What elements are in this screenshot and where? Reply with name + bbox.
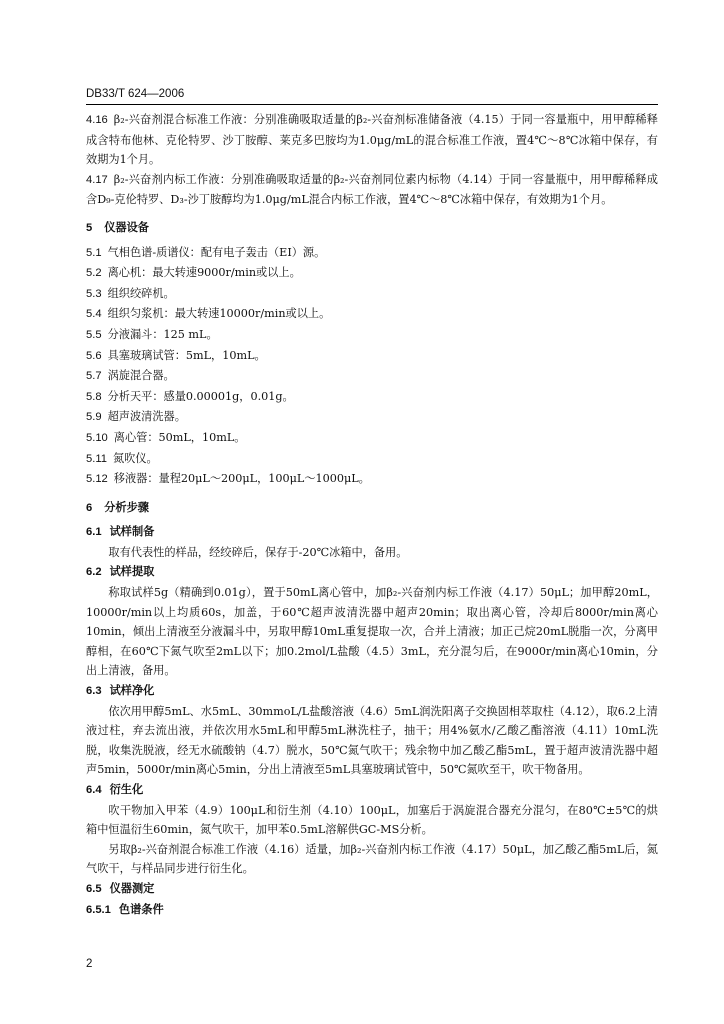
subsection-6-4-text-1: 吹干物加入甲苯（4.9）100μL和衍生剂（4.10）100μL，加塞后于涡旋混合器充分混匀，在80℃±5℃的烘箱中恒温衍生60min，氮气吹干，加甲苯0.5mL溶解供GC-MS分析。: [86, 803, 658, 837]
subsection-6-4-heading: 6.4 衍生化: [86, 782, 144, 796]
standard-code: DB33/T 624—2006: [86, 88, 185, 100]
item-5-3: 5.3 组织绞碎机。: [86, 286, 175, 300]
item-5-11: 5.11 氮吹仪。: [86, 451, 158, 465]
item-5-8: 5.8 分析天平：感量0.00001g，0.01g。: [86, 389, 294, 403]
clause-4-16: 4.16 β₂-兴奋剂混合标准工作液：分别准确吸取适量的β₂-兴奋剂标准储备液（4.15）于同一容量瓶中，用甲醇稀释成含特布他林、克伦特罗、沙丁胺醇、莱克多巴胺均为1.0μg/mL的混合标准工作液，置4℃～8℃冰箱中保存，有效期为1个月。: [86, 113, 658, 167]
page-body: [86, 110, 658, 920]
item-5-1: 5.1 气相色谱-质谱仪：配有电子轰击（EI）源。: [86, 245, 326, 259]
subsection-6-3-heading: 6.3 试样净化: [86, 683, 155, 698]
clause-4-17: 4.17 β₂-兴奋剂内标工作液：分别准确吸取适量的β₂-兴奋剂同位素内标物（4.14）于同一容量瓶中，用甲醇稀释成含D₉-克伦特罗、D₃-沙丁胺醇均为1.0μg/mL混合内标工作液，置4℃～8℃冰箱中保存，有效期为1个月。: [86, 172, 658, 207]
section-6-heading: 6 分析步骤: [86, 499, 149, 514]
subsection-6-3-text: 依次用甲醇5mL、水5mL、30mmoL/L盐酸溶液（4.6）5mL润洗阳离子交换固相萃取柱（4.12），取6.2上清液过柱，弃去流出液，并依次用水5mL和甲醇5mL淋洗柱子，抽干；用4%氨水/乙酸乙酯溶液（4.11）10mL洗脱，收集洗脱液，经无水硫酸钠（4.7）脱水，50℃氮气吹干；残余物中加乙酸乙酯5mL，置于超声波清洗器中超声5min，5000r/min离心5min，分出上清液至5mL具塞玻璃试管中，50℃氮吹至干，吹干物备用。: [86, 704, 658, 777]
subsection-6-1-text: 取有代表性的样品，经绞碎后，保存于-20℃冰箱中，备用。: [108, 545, 408, 559]
subsection-6-4-text-2: 另取β₂-兴奋剂混合标准工作液（4.16）适量，加β₂-兴奋剂内标工作液（4.17）50μL，加乙酸乙酯5mL后，氮气吹干，与样品同步进行衍生化。: [86, 842, 658, 876]
subsection-6-5-heading: 6.5 仪器测定: [86, 880, 155, 895]
subsection-6-5-1-heading: 6.5.1 色谱条件: [86, 901, 164, 916]
item-5-5: 5.5 分液漏斗：125 mL。: [86, 327, 218, 341]
item-5-10: 5.10 离心管：50mL，10mL。: [86, 430, 246, 444]
subsection-6-2-heading: 6.2 试样提取: [86, 564, 155, 579]
item-5-4: 5.4 组织匀浆机：最大转速10000r/min或以上。: [86, 307, 331, 321]
item-5-9: 5.9 超声波清洗器。: [86, 410, 186, 424]
item-5-7: 5.7 涡旋混合器。: [86, 369, 175, 383]
item-5-6: 5.6 具塞玻璃试管：5mL，10mL。: [86, 348, 266, 362]
header-rule: [86, 104, 658, 105]
section-5-heading: 5 仪器设备: [86, 219, 149, 234]
item-5-2: 5.2 离心机：最大转速9000r/min或以上。: [86, 266, 301, 280]
item-5-12: 5.12 移液器：量程20μL～200μL，100μL～1000μL。: [86, 472, 370, 486]
subsection-6-2-text: 称取试样5g（精确到0.01g），置于50mL离心管中，加β₂-兴奋剂内标工作液（4.17）50μL；加甲醇20mL，10000r/min以上均质60s，加盖，于60℃超声波清洗器中超声20min；取出离心管，冷却后8000r/min离心10min，倾出上清液至分液漏斗中，另取甲醇10mL重复提取一次，合并上清液；加正己烷20mL脱脂一次，分离甲醇相，在60℃下氮气吹至2mL以下；加0.2mol/L盐酸（4.5）3mL，充分混匀后，在9000r/min离心10min，分出上清液，备用。: [86, 586, 658, 678]
subsection-6-1-heading: 6.1 试样制备: [86, 524, 155, 539]
page-number: 2: [86, 958, 93, 970]
